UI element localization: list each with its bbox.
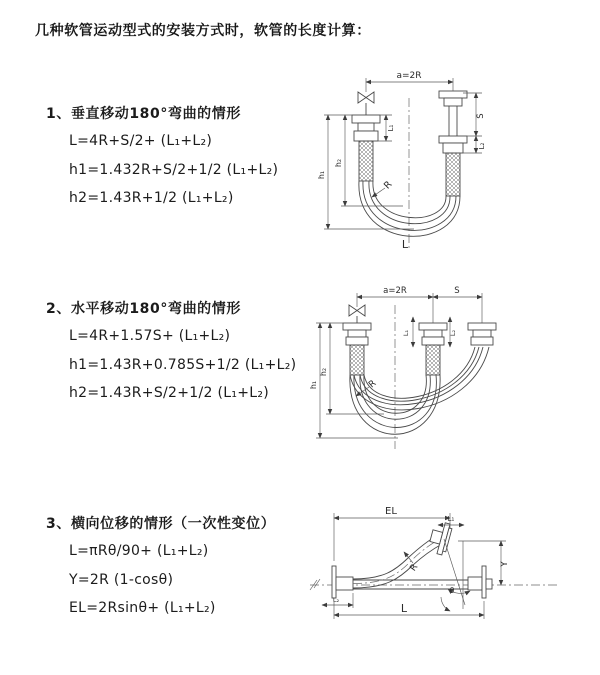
- dim-a2r-label: a=2R: [396, 71, 422, 81]
- radius-label: R: [367, 378, 379, 391]
- left-flange: [343, 323, 371, 345]
- dim-l1-label: L₁: [402, 329, 410, 337]
- section-1-heading: 1、垂直移动180°弯曲的情形: [46, 106, 241, 122]
- section-3-formula-EL: EL=2Rsinθ+ (L₁+L₂): [69, 600, 216, 616]
- section-3: [46, 513, 275, 623]
- u-bend-curves: [359, 181, 460, 236]
- right-flange: [468, 323, 496, 345]
- dim-h2-label: h₂: [319, 367, 328, 377]
- dim-l1-label: L₁: [447, 515, 455, 523]
- dim-l-label: L: [400, 602, 408, 615]
- section-1-formula-L: L=4R+S/2+ (L₁+L₂): [69, 133, 213, 149]
- section-2-formula-h1: h1=1.43R+0.785S+1/2 (L₁+L₂): [69, 356, 297, 373]
- right-upper-flange: [439, 91, 467, 98]
- dim-s-label: S: [454, 286, 460, 296]
- section-2: [46, 298, 296, 408]
- diagram-lateral-displacement: [298, 501, 600, 651]
- right-braided-hose: [446, 153, 460, 196]
- section-1: [46, 103, 278, 213]
- section-3-formula-Y: Y=2R (1-cosθ): [69, 571, 174, 588]
- diagram-vertical-bend: [308, 66, 590, 266]
- centerline-break-icon: [310, 579, 320, 590]
- section-3-heading: 3、横向位移的情形（一次性变位）: [46, 516, 276, 532]
- radius-label: R: [408, 562, 421, 574]
- dim-l2-label: L₂: [332, 596, 340, 604]
- section-1-formula-h2: h2=1.43R+1/2 (L₁+L₂): [69, 190, 234, 206]
- dim-l2-label: L₂: [478, 142, 486, 150]
- dim-h2-label: h₂: [334, 158, 343, 168]
- length-label: L: [401, 238, 409, 251]
- right-flange: [482, 566, 486, 598]
- section-2-formula-h2: h2=1.43R+S/2+1/2 (L₁+L₂): [69, 385, 270, 401]
- middle-flange: [419, 323, 447, 345]
- diagram-horizontal-bend: [306, 281, 594, 461]
- dim-el-label: EL: [385, 506, 397, 517]
- dim-a2r-label: a=2R: [383, 286, 407, 296]
- section-2-heading: 2、水平移动180°弯曲的情形: [46, 301, 241, 317]
- section-3-formula-L: L=πRθ/90+ (L₁+L₂): [69, 543, 209, 559]
- dim-l2-label: L₂: [449, 329, 457, 337]
- middle-braided-hose: [426, 345, 440, 375]
- left-flange: [352, 115, 380, 123]
- dim-l1-label: L₁: [387, 124, 395, 132]
- inclined-construction-line: [444, 539, 465, 605]
- right-flange-stub: [468, 577, 482, 590]
- section-1-formula-h1: h1=1.432R+S/2+1/2 (L₁+L₂): [69, 161, 279, 178]
- dim-s-label: S: [476, 113, 486, 119]
- page-title: 几种软管运动型式的安装方式时，软管的长度计算：: [35, 23, 371, 39]
- left-braided-hose: [350, 345, 364, 375]
- left-braided-hose: [359, 141, 373, 181]
- dim-y-label: Y: [500, 561, 510, 567]
- dim-h1-label: h₁: [309, 380, 318, 390]
- radius-label: R: [382, 179, 395, 192]
- valve-icon: [358, 92, 374, 103]
- right-lower-flange: [439, 136, 467, 143]
- dim-h1-label: h₁: [317, 170, 326, 180]
- section-2-formula-L: L=4R+1.57S+ (L₁+L₂): [69, 328, 231, 344]
- left-flange: [332, 566, 336, 598]
- dim-theta-label: θ: [449, 586, 455, 595]
